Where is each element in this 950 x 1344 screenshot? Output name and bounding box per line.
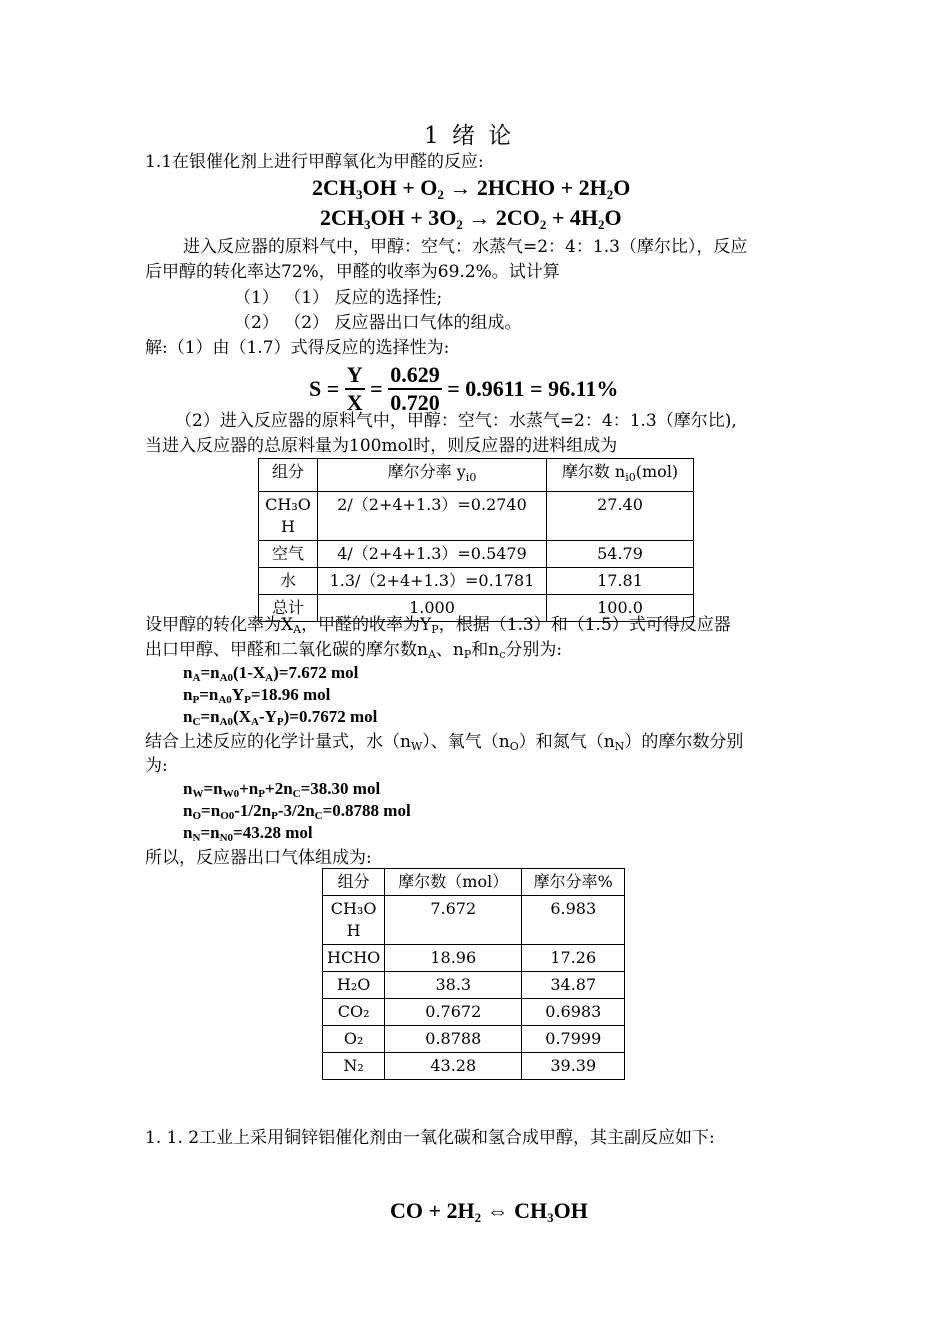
table-cell: 38.3 bbox=[385, 972, 522, 999]
question-1-1: 1.1在银催化剂上进行甲醇氧化为甲醛的反应: bbox=[145, 152, 484, 172]
table-cell: 2/（2+4+1.3）=0.2740 bbox=[318, 492, 547, 541]
problem-paragraph-line-2: 后甲醇的转化率达72%，甲醛的收率为69.2%。试计算 bbox=[145, 262, 560, 282]
problem-paragraph-line-1: 进入反应器的原料气中，甲醇：空气：水蒸气=2：4：1.3（摩尔比），反应 bbox=[183, 237, 748, 257]
table-row bbox=[323, 945, 625, 972]
table-header-row bbox=[259, 459, 694, 492]
table-cell: 6.983 bbox=[522, 896, 625, 945]
table-header-cell: 组分 bbox=[259, 459, 318, 492]
table-cell: H₂O bbox=[323, 972, 385, 999]
table-cell: CH₃O H bbox=[259, 492, 318, 541]
task-item-1: （1） （1） 反应的选择性; bbox=[234, 288, 443, 308]
formula-n-p: $n_P=n_{A0}Y_P=18.96$ mol bbox=[183, 685, 331, 706]
solution-part-1: 解:（1）由（1.7）式得反应的选择性为: bbox=[145, 338, 450, 358]
table-cell: CO₂ bbox=[323, 999, 385, 1026]
feed-composition-table bbox=[258, 458, 694, 622]
table-row bbox=[259, 568, 694, 595]
formula-n-n: $n_N=n_{N0}=43.28$ mol bbox=[183, 823, 313, 844]
table-cell: 0.7672 bbox=[385, 999, 522, 1026]
table-cell: HCHO bbox=[323, 945, 385, 972]
table-cell: 总计 bbox=[259, 595, 318, 622]
page-title: 1 绪 论 bbox=[424, 123, 515, 149]
selectivity-formula: S = $\frac{Y}{X}$ = $\frac{0.629}{0.720}$ = 0.9611 = 96.11% bbox=[309, 362, 619, 415]
reaction-equation-2: $2CH_3OH + 3O_2 \to 2CO_2 + 4H_2O$ bbox=[320, 205, 622, 232]
table-header-cell: 摩尔数（mol） bbox=[385, 869, 522, 896]
table-cell: 0.7999 bbox=[522, 1026, 625, 1053]
part-3-line-3: 结合上述反应的化学计量式，水$(n_W)$、氧气$(n_O)$和氮气$(n_N)$的摩尔数分别 bbox=[145, 732, 744, 753]
table-row bbox=[323, 1053, 625, 1080]
table-header-cell: 摩尔分率 $y_{i0}$ bbox=[318, 459, 547, 492]
formula-n-o: $n_O=n_{O0}-1/2n_P-3/2n_C=0.8788$ mol bbox=[183, 801, 411, 822]
question-1-1-2: 1. 1. 2工业上采用铜锌铝催化剂由一氧化碳和氢合成甲醇，其主副反应如下: bbox=[145, 1128, 715, 1148]
table-cell: 18.96 bbox=[385, 945, 522, 972]
part-3-line-5: 所以，反应器出口气体组成为: bbox=[145, 848, 372, 868]
table-header-row bbox=[323, 869, 625, 896]
table-cell: 34.87 bbox=[522, 972, 625, 999]
table-cell: 39.39 bbox=[522, 1053, 625, 1080]
table-cell: 1.000 bbox=[318, 595, 547, 622]
table-cell: O₂ bbox=[323, 1026, 385, 1053]
table-row bbox=[323, 896, 625, 945]
table-cell: 54.79 bbox=[547, 541, 694, 568]
outlet-composition-table bbox=[322, 868, 625, 1080]
part-2-line-1: （2）进入反应器的原料气中，甲醇：空气：水蒸气=2：4：1.3（摩尔比), bbox=[175, 411, 737, 431]
table-header-cell: 组分 bbox=[323, 869, 385, 896]
table-cell: 水 bbox=[259, 568, 318, 595]
table-row bbox=[259, 541, 694, 568]
formula-n-c: $n_C=n_{A0}(X_A-Y_P)=0.7672$ mol bbox=[183, 707, 378, 728]
formula-n-w: $n_W=n_{W0}+n_P+2n_C=38.30$ mol bbox=[183, 779, 381, 800]
task-item-2: （2） （2） 反应器出口气体的组成。 bbox=[234, 313, 522, 333]
table-cell: N₂ bbox=[323, 1053, 385, 1080]
part-2-line-2: 当进入反应器的总原料量为100mol时，则反应器的进料组成为 bbox=[145, 436, 618, 456]
table-cell: 100.0 bbox=[547, 595, 694, 622]
methanol-synthesis-equation: CO + $2H_2$ ⇔ $CH_3OH$ bbox=[390, 1198, 588, 1225]
table-cell: 27.40 bbox=[547, 492, 694, 541]
part-3-line-1: 设甲醇的转化率为$X_A$，甲醛的收率为$Y_P$，根据（1.3）和（1.5）式可得反应器 bbox=[145, 615, 731, 636]
table-cell: 43.28 bbox=[385, 1053, 522, 1080]
table-cell: CH₃O H bbox=[323, 896, 385, 945]
part-3-line-4: 为: bbox=[145, 756, 168, 776]
table-header-cell: 摩尔分率% bbox=[522, 869, 625, 896]
table-cell: 0.8788 bbox=[385, 1026, 522, 1053]
table-row bbox=[323, 999, 625, 1026]
table-row bbox=[259, 492, 694, 541]
table-header-cell: 摩尔数 $n_{i0}(mol)$ bbox=[547, 459, 694, 492]
part-3-line-2: 出口甲醇、甲醛和二氧化碳的摩尔数$n_A$、$n_P$和$n_c$分别为: bbox=[145, 640, 563, 661]
table-cell: 7.672 bbox=[385, 896, 522, 945]
table-row bbox=[323, 1026, 625, 1053]
table-cell: 空气 bbox=[259, 541, 318, 568]
reaction-equation-1: $2CH_3OH + O_2$ → 2HCHO + $2H_2O$ bbox=[312, 175, 631, 202]
table-cell: 4/（2+4+1.3）=0.5479 bbox=[318, 541, 547, 568]
table-row bbox=[323, 972, 625, 999]
formula-n-a: $n_A=n_{A0}(1-X_A)=7.672$ mol bbox=[183, 663, 359, 684]
table-cell: 17.81 bbox=[547, 568, 694, 595]
table-cell: 17.26 bbox=[522, 945, 625, 972]
table-cell: 1.3/（2+4+1.3）=0.1781 bbox=[318, 568, 547, 595]
table-cell: 0.6983 bbox=[522, 999, 625, 1026]
